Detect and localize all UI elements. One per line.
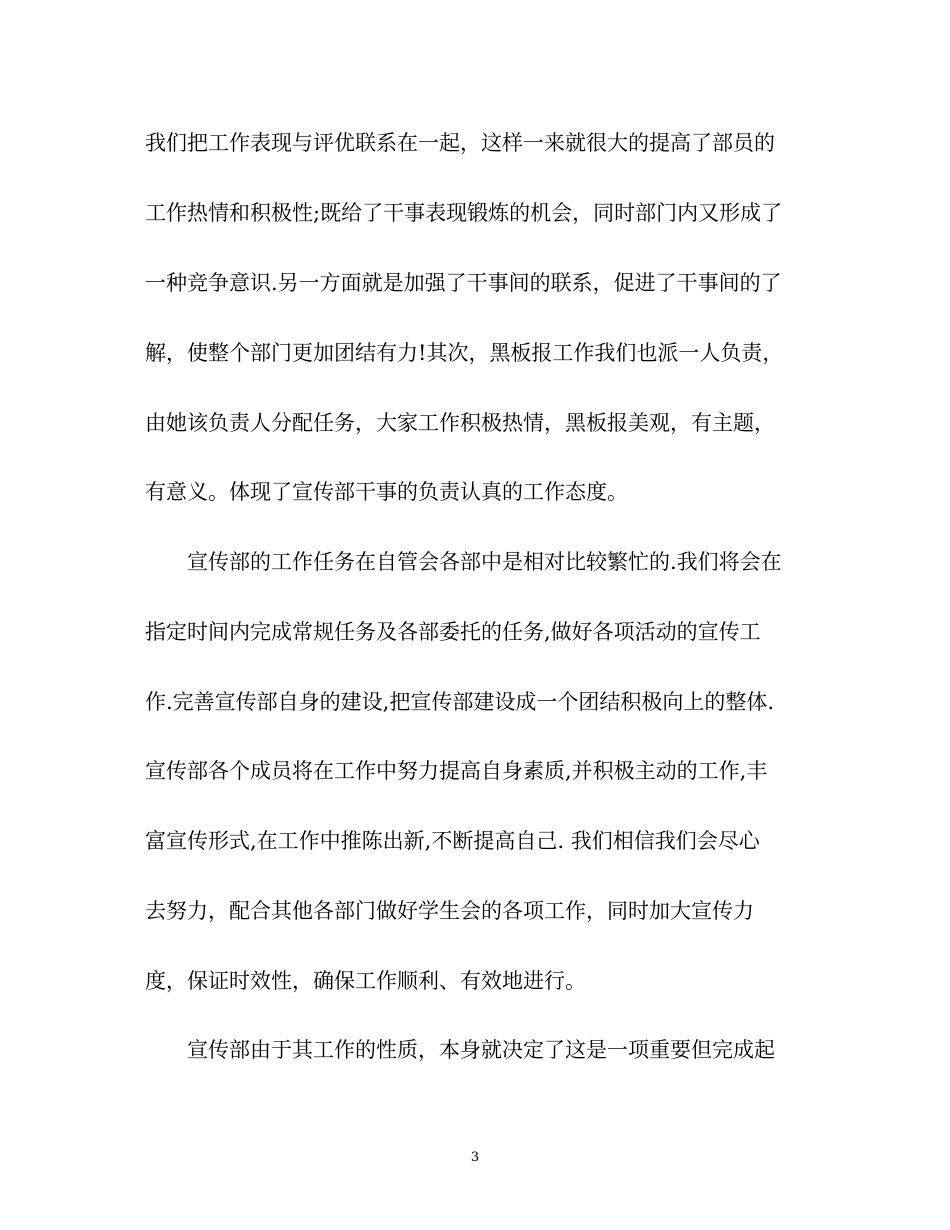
text-line: 由她该负责人分配任务，大家工作积极热情，黑板报美观，有主题， (145, 411, 775, 435)
paragraph-first-line: 宣传部的工作任务在自管会各部中是相对比较繁忙的.我们将会在 (187, 550, 782, 574)
text-line: 度，保证时效性，确保工作顺利、有效地进行。 (145, 969, 586, 993)
page-number: 3 (470, 1150, 480, 1165)
text-line: 一种竞争意识.另一方面就是加强了干事间的联系，促进了干事间的了 (145, 271, 782, 295)
text-line: 工作热情和积极性;既给了干事表现锻炼的机会，同时部门内又形成了 (145, 201, 783, 225)
text-line: 宣传部各个成员将在工作中努力提高自身素质,并积极主动的工作,丰 (145, 759, 768, 783)
text-line: 解，使整个部门更加团结有力!其次，黑板报工作我们也派一人负责， (145, 341, 784, 365)
text-line: 指定时间内完成常规任务及各部委托的任务,做好各项活动的宣传工 (145, 620, 761, 644)
text-line: 富宣传形式,在工作中推陈出新,不断提高自己. 我们相信我们会尽心 (145, 829, 760, 853)
text-line: 作.完善宣传部自身的建设,把宣传部建设成一个团结积极向上的整体. (145, 690, 775, 714)
text-line: 我们把工作表现与评优联系在一起，这样一来就很大的提高了部员的 (145, 131, 775, 155)
paragraph-first-line: 宣传部由于其工作的性质，本身就决定了这是一项重要但完成起 (187, 1038, 775, 1062)
text-line: 去努力，配合其他各部门做好学生会的各项工作，同时加大宣传力 (145, 899, 754, 923)
text-line: 有意义。体现了宣传部干事的负责认真的工作态度。 (145, 480, 628, 504)
